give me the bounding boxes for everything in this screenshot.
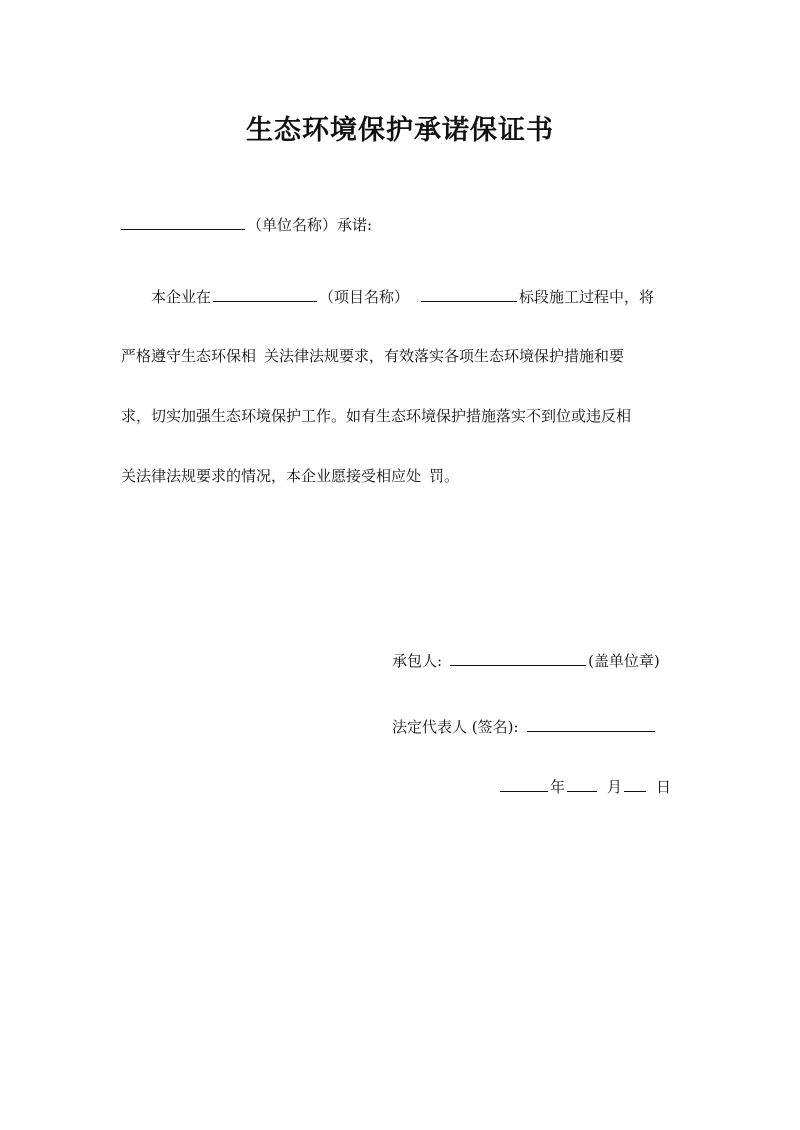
- year-label: 年: [550, 778, 566, 796]
- body-line-1: [151, 286, 654, 307]
- month-blank[interactable]: [567, 776, 597, 792]
- body-line-4b: 罚。: [429, 467, 460, 485]
- body-line-4a: 关法律法规要求的情况，本企业愿接受相应处: [121, 467, 422, 485]
- day-blank[interactable]: [624, 776, 646, 792]
- body-line-1-prefix: 本企业在: [151, 288, 212, 306]
- body-line-3: [121, 405, 631, 426]
- body-line-2: [121, 345, 624, 366]
- year-blank[interactable]: [500, 776, 548, 792]
- unit-name-label: （单位名称）承诺:: [247, 216, 373, 234]
- month-label: 月: [607, 778, 623, 796]
- body-line-2b: 关法律法规要求，有效落实各项生态环境保护措施和要: [264, 347, 625, 365]
- day-label: 日: [656, 778, 672, 796]
- page-title: 生态环境保护承诺保证书: [246, 115, 554, 146]
- date-line: [500, 776, 671, 797]
- unit-name-blank[interactable]: [121, 214, 245, 230]
- legal-rep-signature-blank[interactable]: [527, 716, 655, 732]
- body-line-3-text: 求，切实加强生态环境保护工作。如有生态环境保护措施落实不到位或违反相: [121, 407, 632, 425]
- body-line-1-suffix: 标段施工过程中，将: [519, 288, 655, 306]
- unit-commitment-line: [121, 214, 372, 235]
- seal-label: (盖单位章): [588, 652, 660, 670]
- body-line-4: [121, 465, 459, 486]
- body-line-2a: 严格遵守生态环保相: [121, 347, 257, 365]
- section-name-blank[interactable]: [421, 286, 517, 302]
- project-name-blank[interactable]: [213, 286, 317, 302]
- contractor-blank[interactable]: [450, 650, 586, 666]
- legal-rep-line: [392, 716, 657, 737]
- project-name-label: （项目名称）: [319, 288, 410, 306]
- contractor-line: [392, 650, 660, 671]
- contractor-label: 承包人:: [392, 652, 443, 670]
- legal-rep-label: 法定代表人 (签名):: [392, 718, 519, 736]
